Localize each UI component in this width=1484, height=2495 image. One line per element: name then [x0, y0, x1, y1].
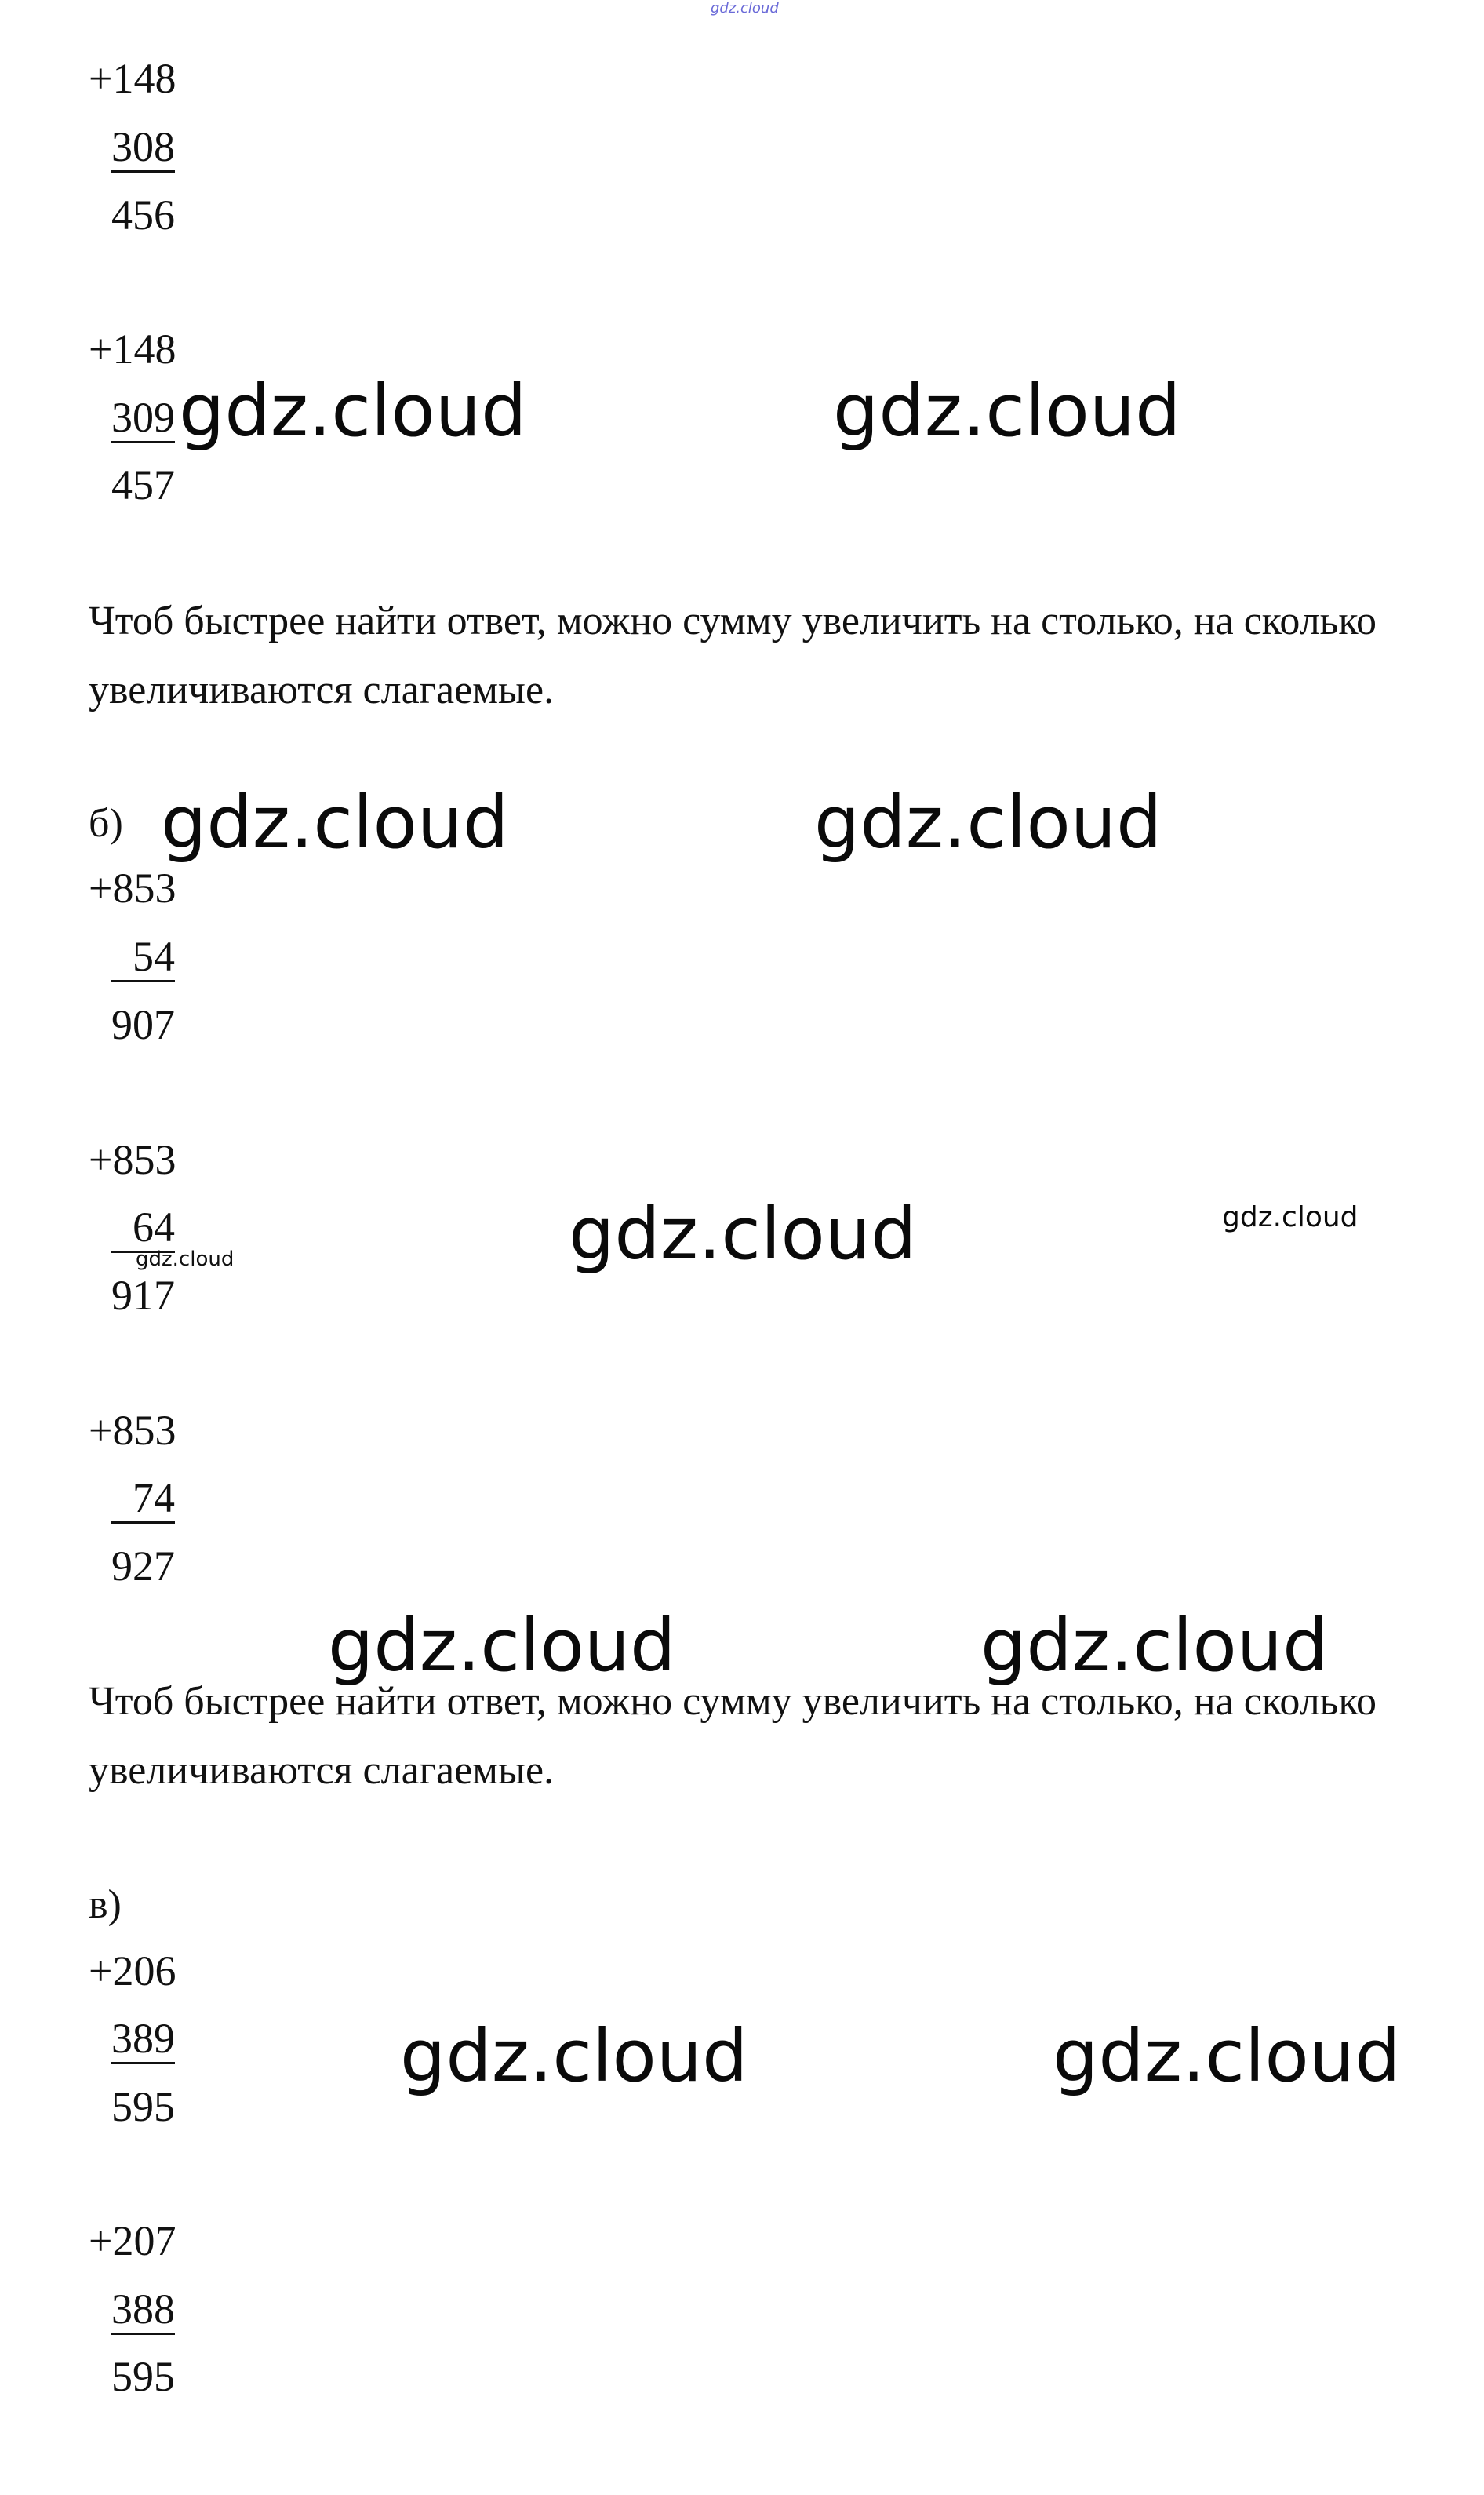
watermark: gdz.cloud: [1053, 2014, 1401, 2098]
sum-result: 917: [111, 1272, 175, 1319]
watermark: gdz.cloud: [136, 1248, 235, 1271]
addend-top: +148: [89, 326, 176, 373]
sum-result: 927: [111, 1543, 175, 1590]
watermark: gdz.cloud: [980, 1604, 1329, 1688]
sum-result: 457: [111, 461, 175, 508]
watermark: gdz.cloud: [569, 1192, 917, 1276]
addend-bottom: 389: [111, 2015, 175, 2064]
conclusion-text: Чтоб быстрее найти ответ, можно сумму увеличить на столько, на сколько увеличиваются слагаемые.: [89, 599, 1377, 712]
addend-top: +148: [89, 55, 176, 102]
sum-result: 456: [111, 191, 175, 239]
addend-bottom: 309: [111, 394, 175, 443]
part-label: б): [89, 801, 123, 846]
watermark: gdz.cloud: [161, 781, 509, 865]
watermark: gdz.cloud: [1222, 1201, 1359, 1233]
addend-bottom: 388: [111, 2286, 175, 2335]
addend-bottom: 54: [111, 933, 175, 982]
addend-top: +853: [89, 1407, 176, 1454]
addend-top: +206: [89, 1947, 176, 1994]
addend-bottom: 74: [111, 1474, 175, 1524]
addend-top: +853: [89, 865, 176, 912]
sum-result: 595: [111, 2353, 175, 2400]
sum-result: 907: [111, 1001, 175, 1048]
sum-result: 595: [111, 2083, 175, 2130]
part-label: в): [89, 1882, 122, 1927]
addend-top: +853: [89, 1136, 176, 1183]
addend-bottom: 64: [111, 1204, 175, 1253]
addend-bottom: 308: [111, 123, 175, 173]
watermark: gdz.cloud: [179, 369, 527, 453]
watermark: gdz.cloud: [400, 2014, 748, 2098]
top-watermark: gdz.cloud: [711, 0, 779, 16]
watermark: gdz.cloud: [814, 781, 1162, 865]
watermark: gdz.cloud: [833, 369, 1181, 453]
watermark: gdz.cloud: [328, 1604, 676, 1688]
addend-top: +207: [89, 2217, 176, 2264]
conclusion-text: Чтоб быстрее найти ответ, можно сумму увеличить на столько, на сколько увеличиваются слагаемые.: [89, 1679, 1377, 1793]
